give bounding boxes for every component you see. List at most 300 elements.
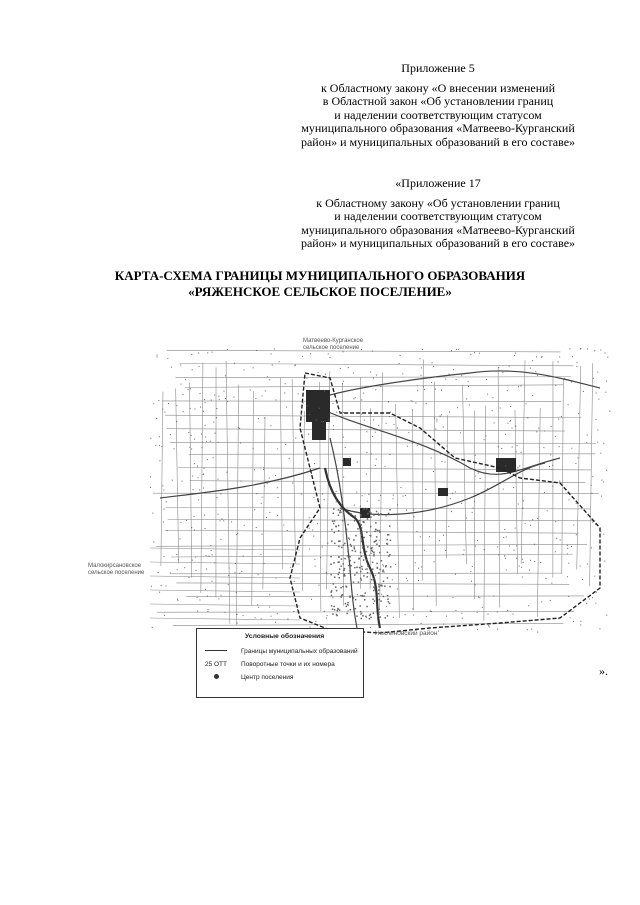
map-speck: [348, 367, 349, 368]
map-speck: [434, 561, 435, 562]
map-speck: [161, 446, 162, 447]
map-speck: [236, 534, 237, 535]
map-speck: [331, 529, 333, 531]
map-speck: [153, 541, 154, 542]
map-speck: [330, 574, 332, 576]
map-speck: [275, 622, 276, 623]
map-speck: [388, 401, 389, 402]
map-speck: [366, 559, 368, 561]
map-speck: [512, 447, 513, 448]
map-speck: [366, 551, 368, 553]
map-speck: [383, 565, 384, 566]
map-speck: [451, 511, 452, 512]
map-speck: [374, 429, 375, 430]
map-speck: [387, 615, 389, 617]
map-speck: [335, 493, 336, 494]
map-speck: [171, 367, 172, 368]
map-speck: [497, 611, 498, 612]
annex-17-title: «Приложение 17: [395, 176, 481, 190]
map-speck: [358, 581, 360, 583]
map-speck: [236, 614, 237, 615]
map-speck: [368, 494, 369, 495]
map-speck: [330, 563, 332, 565]
map-speck: [379, 616, 381, 618]
map-speck: [426, 616, 427, 617]
map-speck: [373, 590, 375, 592]
legend-item-text: Поворотные точки и их номера: [241, 660, 335, 668]
map-speck: [243, 615, 244, 616]
map-speck: [284, 392, 285, 393]
map-speck: [343, 477, 344, 478]
map-speck: [348, 537, 350, 539]
map-speck: [338, 509, 340, 511]
map-speck: [351, 545, 353, 547]
legend-item-text: Границы муниципальных образований: [241, 647, 358, 655]
map-speck: [312, 529, 313, 530]
map-speck: [471, 581, 472, 582]
field-line: [537, 408, 540, 617]
map-speck: [578, 413, 579, 414]
map-speck: [150, 438, 151, 439]
map-speck: [156, 356, 157, 357]
map-speck: [597, 442, 598, 443]
map-speck: [381, 560, 383, 562]
map-speck: [503, 489, 504, 490]
map-speck: [420, 358, 421, 359]
map-speck: [369, 555, 370, 556]
map-speck: [387, 595, 389, 597]
map-speck: [363, 575, 365, 577]
map-speck: [382, 564, 383, 565]
map-speck: [254, 509, 255, 510]
map-speck: [356, 572, 358, 574]
map-speck: [567, 548, 568, 549]
map-speck: [440, 416, 441, 417]
map-speck: [348, 573, 349, 574]
field-line: [186, 596, 584, 597]
map-speck: [331, 590, 333, 592]
map-speck: [370, 526, 372, 528]
map-speck: [367, 501, 368, 502]
map-speck: [344, 574, 346, 576]
map-speck: [203, 468, 204, 469]
map-speck: [370, 617, 372, 619]
map-speck: [193, 489, 194, 490]
map-speck: [355, 551, 357, 553]
map-speck: [600, 531, 601, 532]
map-legend: [196, 628, 364, 698]
map-speck: [164, 412, 165, 413]
settlement: [438, 488, 448, 496]
map-speck: [262, 395, 263, 396]
map-speck: [250, 390, 251, 391]
map-speck: [413, 509, 414, 510]
map-speck: [380, 513, 382, 515]
map-speck: [338, 577, 340, 579]
map-speck: [385, 466, 386, 467]
map-speck: [269, 594, 270, 595]
map-speck: [400, 487, 401, 488]
map-speck: [528, 605, 529, 606]
map-speck: [194, 439, 195, 440]
field-line: [463, 384, 467, 564]
map-speck: [461, 613, 462, 614]
map-speck: [163, 522, 164, 523]
map-speck: [270, 425, 271, 426]
field-line: [150, 618, 300, 620]
map-speck: [392, 579, 393, 580]
map-speck: [319, 408, 320, 409]
map-speck: [492, 410, 493, 411]
map-speck: [421, 566, 422, 567]
map-speck: [276, 578, 277, 579]
map-speck: [509, 366, 510, 367]
map-speck: [353, 398, 354, 399]
map-speck: [202, 442, 203, 443]
field-line: [577, 366, 581, 569]
map-speck: [329, 357, 330, 358]
map-speck: [461, 375, 462, 376]
map-speck: [498, 554, 499, 555]
map-speck: [324, 611, 325, 612]
map-speck: [216, 408, 217, 409]
field-line: [236, 385, 238, 625]
map-speck: [354, 505, 355, 506]
map-speck: [331, 595, 333, 597]
map-title-line-2: «РЯЖЕНСКОЕ СЕЛЬСКОЕ ПОСЕЛЕНИЕ»: [188, 284, 452, 299]
map-speck: [431, 611, 432, 612]
map-speck: [197, 477, 198, 478]
map-speck: [378, 611, 380, 613]
map-speck: [451, 350, 452, 351]
map-speck: [161, 585, 162, 586]
map-speck: [516, 451, 517, 452]
map-speck: [303, 444, 304, 445]
map-speck: [223, 520, 224, 521]
map-speck: [333, 562, 335, 564]
map-speck: [609, 411, 610, 412]
map-speck: [336, 491, 337, 492]
map-speck: [166, 501, 167, 502]
map-speck: [262, 497, 263, 498]
settlement-center-icon: [201, 674, 231, 681]
map-speck: [336, 412, 337, 413]
map-speck: [324, 390, 325, 391]
map-speck: [318, 498, 319, 499]
map-speck: [241, 481, 242, 482]
map-speck: [327, 615, 328, 616]
map-speck: [359, 567, 361, 569]
map-speck: [350, 513, 352, 515]
map-speck: [378, 614, 380, 616]
map-speck: [217, 497, 218, 498]
map-speck: [516, 545, 517, 546]
map-speck: [397, 504, 398, 505]
map-speck: [406, 578, 407, 579]
map-speck: [316, 419, 317, 420]
map-speck: [443, 535, 444, 536]
map-speck: [447, 446, 448, 447]
map-speck: [350, 544, 352, 546]
map-speck: [206, 555, 207, 556]
map-speck: [603, 481, 604, 482]
map-speck: [346, 606, 348, 608]
map-speck: [393, 495, 394, 496]
map-speck: [186, 520, 187, 521]
map-speck: [285, 444, 286, 445]
map-speck: [371, 579, 373, 581]
map-speck: [275, 399, 276, 400]
map-speck: [373, 553, 375, 555]
map-speck: [306, 378, 307, 379]
map-speck: [366, 474, 367, 475]
map-speck: [220, 539, 221, 540]
map-speck: [200, 407, 201, 408]
map-speck: [385, 566, 387, 568]
map-speck: [558, 618, 559, 619]
map-speck: [285, 383, 286, 384]
map-speck: [434, 418, 435, 419]
map-speck: [395, 564, 396, 565]
map-speck: [555, 551, 556, 552]
map-speck: [371, 453, 372, 454]
map-speck: [390, 412, 391, 413]
map-speck: [257, 574, 258, 575]
map-speck: [277, 497, 278, 498]
field-line: [165, 415, 582, 417]
map-speck: [455, 610, 456, 611]
map-speck: [537, 375, 538, 376]
map-speck: [339, 412, 340, 413]
map-speck: [207, 352, 208, 353]
map-speck: [354, 520, 356, 522]
map-speck: [367, 513, 369, 515]
map-speck: [371, 548, 373, 550]
map-speck: [158, 400, 159, 401]
map-speck: [364, 508, 366, 510]
map-speck: [353, 609, 355, 611]
map-speck: [488, 625, 489, 626]
map-speck: [342, 520, 344, 522]
map-speck: [567, 576, 568, 577]
map-speck: [509, 546, 510, 547]
map-speck: [233, 397, 234, 398]
map-speck: [308, 460, 309, 461]
map-speck: [353, 597, 355, 599]
map-speck: [364, 420, 365, 421]
map-speck: [366, 606, 368, 608]
map-speck: [277, 487, 278, 488]
map-speck: [351, 510, 353, 512]
map-speck: [189, 447, 190, 448]
map-speck: [205, 425, 206, 426]
map-speck: [309, 549, 310, 550]
map-speck: [366, 452, 367, 453]
map-speck: [441, 390, 442, 391]
map-speck: [549, 466, 550, 467]
map-speck: [531, 466, 532, 467]
map-speck: [333, 425, 334, 426]
map-speck: [389, 509, 391, 511]
map-speck: [189, 577, 190, 578]
map-speck: [378, 530, 380, 532]
map-speck: [234, 363, 235, 364]
map-speck: [501, 448, 502, 449]
map-speck: [455, 491, 456, 492]
map-speck: [412, 608, 413, 609]
map-speck: [384, 585, 386, 587]
map-speck: [191, 435, 192, 436]
map-speck: [423, 386, 424, 387]
map-speck: [461, 503, 462, 504]
map-speck: [375, 432, 376, 433]
map-speck: [172, 480, 173, 481]
map-speck: [466, 518, 467, 519]
map-speck: [603, 443, 604, 444]
map-speck: [367, 546, 369, 548]
map-speck: [234, 572, 235, 573]
map-speck: [203, 411, 204, 412]
map-speck: [333, 429, 334, 430]
map-speck: [592, 522, 593, 523]
map-speck: [364, 599, 366, 601]
map-speck: [209, 556, 210, 557]
field-line: [180, 363, 574, 366]
map-speck: [375, 465, 376, 466]
map-speck: [363, 559, 365, 561]
map-speck: [257, 604, 258, 605]
map-speck: [458, 349, 459, 350]
map-speck: [592, 597, 593, 598]
map-speck: [366, 532, 368, 534]
map-speck: [436, 419, 437, 420]
map-speck: [504, 555, 505, 556]
map-speck: [201, 434, 202, 435]
map-speck: [289, 458, 290, 459]
map-speck: [387, 577, 389, 579]
map-speck: [313, 536, 314, 537]
map-speck: [317, 523, 318, 524]
map-speck: [568, 563, 569, 564]
map-speck: [435, 376, 436, 377]
map-speck: [266, 517, 267, 518]
map-speck: [445, 379, 446, 380]
map-speck: [370, 372, 371, 373]
map-speck: [337, 609, 339, 611]
map-speck: [449, 374, 450, 375]
map-speck: [600, 349, 601, 350]
map-speck: [216, 417, 217, 418]
map-speck: [545, 578, 546, 579]
field-line: [150, 576, 300, 578]
map-speck: [594, 350, 595, 351]
map-speck: [547, 510, 548, 511]
map-speck: [519, 566, 520, 567]
closing-quote-mark: ».: [599, 664, 608, 678]
map-speck: [492, 397, 493, 398]
map-speck: [593, 378, 594, 379]
map-speck: [314, 559, 315, 560]
field-line: [590, 363, 593, 586]
map-speck: [360, 514, 362, 516]
map-speck: [433, 471, 434, 472]
map-speck: [228, 584, 229, 585]
map-speck: [336, 590, 338, 592]
map-speck: [412, 443, 413, 444]
map-speck: [571, 448, 572, 449]
map-speck: [379, 599, 381, 601]
map-speck: [463, 554, 464, 555]
field-line: [521, 360, 525, 563]
map-speck: [536, 356, 537, 357]
map-speck: [157, 355, 158, 356]
map-speck: [214, 395, 215, 396]
map-speck: [194, 409, 195, 410]
map-speck: [559, 481, 560, 482]
map-speck: [315, 566, 316, 567]
map-speck: [150, 476, 151, 477]
map-speck: [168, 403, 169, 404]
map-speck: [344, 575, 346, 577]
map-speck: [298, 393, 299, 394]
map-speck: [430, 610, 431, 611]
map-speck: [474, 501, 475, 502]
map-speck: [527, 417, 528, 418]
map-speck: [181, 384, 182, 385]
map-speck: [338, 514, 340, 516]
map-speck: [456, 349, 457, 350]
map-speck: [389, 416, 390, 417]
map-speck: [220, 520, 221, 521]
map-speck: [340, 510, 342, 512]
map-speck: [311, 473, 312, 474]
map-speck: [450, 498, 451, 499]
annex-5-header: [288, 62, 588, 149]
map-speck: [194, 463, 195, 464]
map-speck: [505, 465, 506, 466]
map-speck: [543, 447, 544, 448]
map-speck: [484, 549, 485, 550]
map-speck: [269, 379, 270, 380]
map-speck: [441, 414, 442, 415]
map-speck: [405, 495, 406, 496]
map-speck: [190, 408, 191, 409]
neighbor-label-south: Неклиновский район: [375, 630, 438, 637]
map-speck: [523, 500, 524, 501]
map-speck: [406, 510, 407, 511]
map-speck: [551, 583, 552, 584]
map-speck: [544, 431, 545, 432]
map-speck: [400, 355, 401, 356]
map-speck: [269, 478, 270, 479]
map-speck: [214, 562, 215, 563]
map-speck: [200, 393, 201, 394]
map-speck: [578, 457, 579, 458]
map-speck: [307, 405, 308, 406]
map-speck: [263, 467, 264, 468]
map-speck: [336, 501, 337, 502]
map-speck: [226, 472, 227, 473]
field-line: [562, 379, 564, 574]
map-speck: [343, 544, 345, 546]
map-speck: [350, 565, 352, 567]
map-speck: [237, 623, 238, 624]
map-speck: [341, 555, 342, 556]
map-speck: [559, 356, 560, 357]
map-speck: [421, 623, 422, 624]
map-speck: [500, 408, 501, 409]
map-speck: [355, 599, 357, 601]
